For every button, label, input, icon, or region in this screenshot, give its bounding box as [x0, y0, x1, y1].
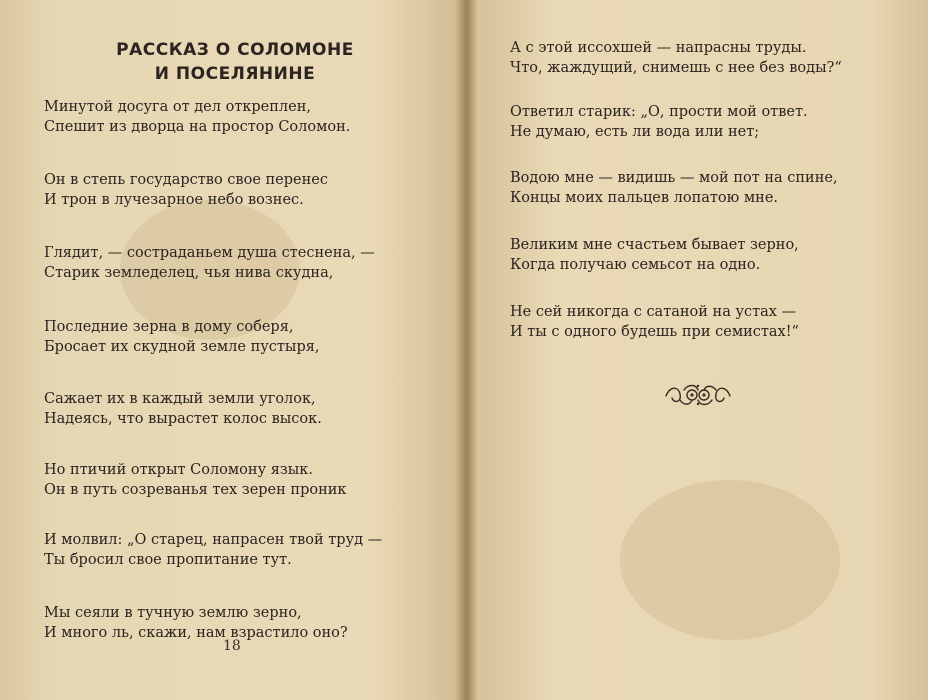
verse-line: И ты с одного будешь при семистах!“	[510, 324, 799, 340]
stanza	[44, 243, 375, 283]
verse-line: А с этой иссохшей — напрасны труды.	[510, 40, 807, 56]
stanza	[44, 317, 320, 357]
verse-line: Водою мне — видишь — мой пот на спине,	[510, 170, 838, 186]
stanza	[510, 235, 799, 275]
stanza	[44, 603, 348, 643]
verse-line: Но птичий открыт Соломону язык.	[44, 462, 313, 478]
verse-line: Надеясь, что вырастет колос высок.	[44, 411, 322, 427]
verse-line: И молвил: „О старец, напрасен твой труд —	[44, 532, 383, 548]
verse-line: Не думаю, есть ли вода или нет;	[510, 124, 760, 140]
verse-line: Когда получаю семьсот на одно.	[510, 257, 761, 273]
verse-line: Спешит из дворца на простор Соломон.	[44, 119, 351, 135]
right-page	[464, 0, 928, 700]
verse-line: Глядит, — состраданьем душа стеснена, —	[44, 245, 375, 261]
verse-line: И много ль, скажи, нам взрастило оно?	[44, 625, 348, 641]
verse-line: Великим мне счастьем бывает зерно,	[510, 237, 799, 253]
poem-title-line-1: РАССКАЗ О СОЛОМОНЕ	[116, 40, 354, 60]
verse-line: Последние зерна в дому соберя,	[44, 319, 294, 335]
stanza	[510, 168, 838, 208]
verse-line: Ты бросил свое пропитание тут.	[44, 552, 292, 568]
verse-line: Сажает их в каждый земли уголок,	[44, 391, 316, 407]
verse-line: Концы моих пальцев лопатою мне.	[510, 190, 779, 206]
page-number: 18	[223, 638, 241, 654]
stanza	[510, 102, 808, 142]
stanza	[44, 460, 346, 500]
stanza	[44, 389, 322, 429]
poem-title-line-2: И ПОСЕЛЯНИНЕ	[154, 64, 316, 84]
verse-line: Мы сеяли в тучную землю зерно,	[44, 605, 302, 621]
verse-line: Что, жаждущий, снимешь с нее без воды?“	[510, 60, 842, 76]
verse-line: Не сей никогда с сатаной на устах —	[510, 304, 797, 320]
verse-line: Он в путь созреванья тех зерен проник	[44, 482, 347, 498]
verse-line: Старик земледелец, чья нива скудна,	[44, 265, 334, 281]
stanza	[510, 302, 799, 342]
stanza	[510, 38, 842, 78]
verse-line: Минутой досуга от дел откреплен,	[44, 99, 311, 115]
verse-line: Бросает их скудной земле пустыря,	[44, 339, 320, 355]
stanza	[44, 170, 328, 210]
verse-line: И трон в лучезарное небо вознес.	[44, 192, 304, 208]
verse-line: Он в степь государство свое перенес	[44, 172, 328, 188]
floral-ornament-icon	[662, 380, 734, 410]
stanza	[44, 530, 382, 570]
verse-line: Ответил старик: „О, прости мой ответ.	[510, 104, 808, 120]
stanza	[44, 97, 350, 137]
